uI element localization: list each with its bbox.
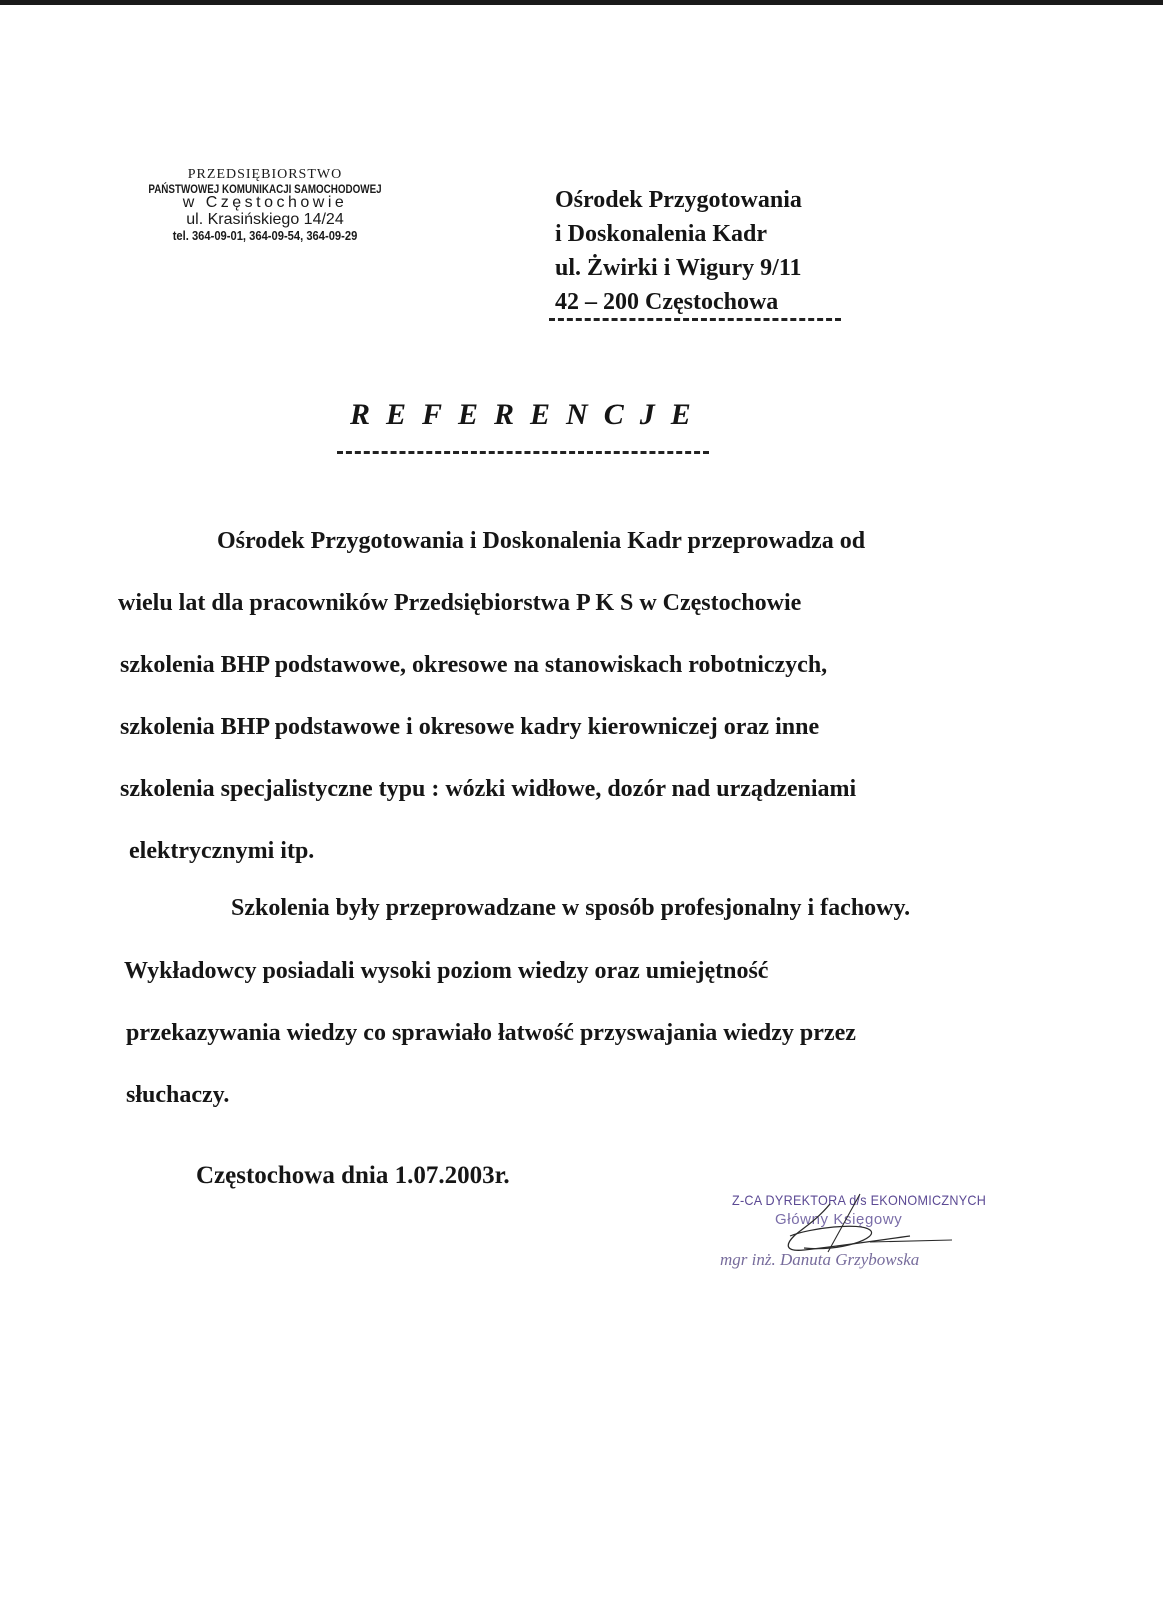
place-and-date: Częstochowa dnia 1.07.2003r. — [196, 1162, 510, 1189]
body-line: wielu lat dla pracowników Przedsiębiorstwa P K S w Częstochowie — [118, 590, 802, 616]
recipient-street: ul. Żwirki i Wigury 9/11 — [555, 255, 802, 281]
sender-company-type: PRZEDSIĘBIORSTWO — [187, 167, 343, 182]
sender-city: w Częstochowie — [182, 194, 348, 212]
sender-stamp — [120, 168, 410, 243]
body-line: szkolenia BHP podstawowe i okresowe kadry kierowniczej oraz inne — [120, 714, 820, 740]
recipient-postal-city: 42 – 200 Częstochowa — [555, 289, 779, 315]
document-title: REFERENCJE — [350, 398, 707, 431]
sender-phone: tel. 364-09-01, 364-09-54, 364-09-29 — [172, 227, 358, 243]
title-divider — [337, 451, 709, 454]
body-line: Ośrodek Przygotowania i Doskonalenia Kadr przeprowadza od — [217, 528, 866, 554]
body-line: Wykładowcy posiadali wysoki poziom wiedzy oraz umiejętność — [124, 958, 769, 984]
body-line: przekazywania wiedzy co sprawiało łatwość przyswajania wiedzy przez — [126, 1020, 856, 1046]
body-line: Szkolenia były przeprowadzane w sposób profesjonalny i fachowy. — [231, 895, 911, 921]
body-line: elektrycznymi itp. — [129, 838, 315, 864]
handwritten-signature — [720, 1192, 990, 1302]
body-line: szkolenia BHP podstawowe, okresowe na stanowiskach robotniczych, — [120, 652, 828, 678]
recipient-name-line2: i Doskonalenia Kadr — [555, 221, 768, 247]
signatory-subrole: Główny Księgowy — [775, 1211, 903, 1228]
sender-street: ul. Krasińskiego 14/24 — [186, 211, 344, 229]
signature-stamp — [720, 1192, 990, 1302]
signatory-name: mgr inż. Danuta Grzybowska — [720, 1250, 920, 1269]
body-line: słuchaczy. — [126, 1082, 230, 1108]
recipient-address — [555, 183, 802, 319]
top-border — [0, 0, 1163, 5]
sender-company-name: PAŃSTWOWEJ KOMUNIKACJI SAMOCHODOWEJ — [148, 181, 382, 196]
signatory-role: Z-CA DYREKTORA d/s EKONOMICZNYCH — [732, 1192, 987, 1208]
recipient-name-line1: Ośrodek Przygotowania — [555, 187, 802, 213]
body-line: szkolenia specjalistyczne typu : wózki widłowe, dozór nad urządzeniami — [120, 776, 857, 802]
recipient-divider — [549, 318, 841, 321]
